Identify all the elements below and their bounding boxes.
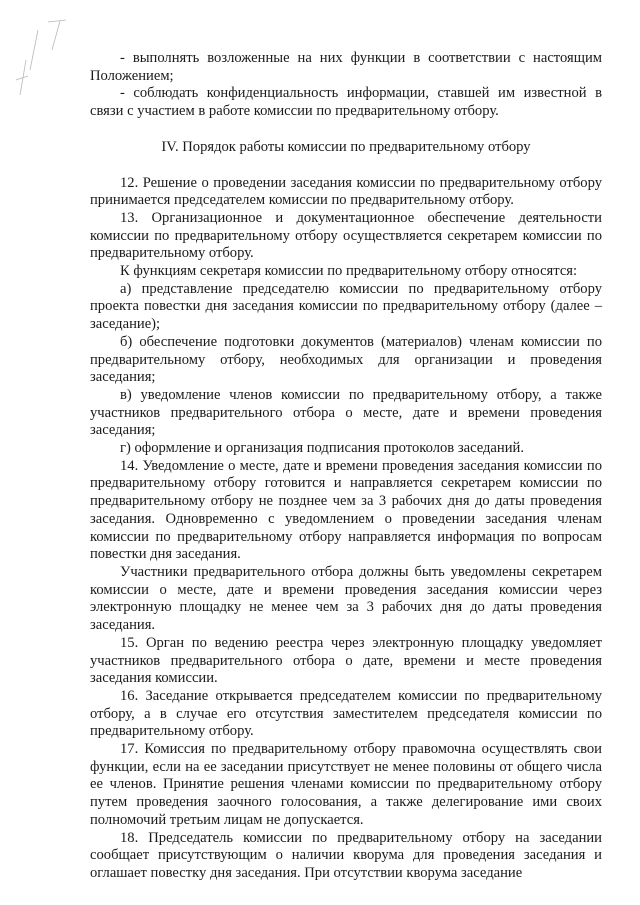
- paragraph-duty-confidentiality: - соблюдать конфиденциальность информации, ставшей им известной в связи с участием в работе комиссии по предварительному отбору.: [90, 85, 602, 120]
- section-heading: IV. Порядок работы комиссии по предварительному отбору: [161, 138, 531, 155]
- paragraph-16: 16. Заседание открывается председателем комиссии по предварительному отбору, а в случае его отсутствия заместителем председателя комиссии по предварительному отбору.: [90, 687, 602, 740]
- paragraph-item-b: б) обеспечение подготовки документов (материалов) членам комиссии по предварительному отбору, необходимых для организации и проведения заседания;: [90, 333, 602, 386]
- paragraph-duty-functions: - выполнять возложенные на них функции в соответствии с настоящим Положением;: [90, 50, 602, 84]
- paragraph-12: 12. Решение о проведении заседания комиссии по предварительному отбору принимается председателем комиссии по предварительному отбору.: [90, 174, 602, 209]
- paragraph-item-v: в) уведомление членов комиссии по предварительному отбору, а также участников предварительного отбора о месте, дате и времени проведения заседания;: [90, 386, 602, 439]
- paragraph-18: 18. Председатель комиссии по предварительному отбору на заседании сообщает присутствующим о наличии кворума для проведения заседания и оглашает повестку дня заседания. При отсутствии кворума заседание: [90, 829, 602, 881]
- paragraph-13: 13. Организационное и документационное обеспечение деятельности комиссии по предварительному отбору осуществляется секретарем комиссии по предварительному отбору.: [90, 209, 602, 262]
- paragraph-item-a: а) представление председателю комиссии по предварительному отбору проекта повестки дня заседания комиссии по предварительному отбору (далее – заседание);: [90, 280, 602, 333]
- paragraph-17: 17. Комиссия по предварительному отбору правомочна осуществлять свои функции, если на ее заседании присутствует не менее половины от общего числа ее членов. Принятие решения членами комиссии по предварительному отбору путем проведения заочного голосования, а также делегирование ими своих полномочий третьим лицам не допускается.: [90, 741, 602, 828]
- paragraph-item-g: г) оформление и организация подписания протоколов заседаний.: [120, 440, 524, 457]
- paragraph-15: 15. Орган по ведению реестра через электронную площадку уведомляет участников предварительного отбора о дате, времени и месте проведения заседания комиссии.: [90, 634, 602, 687]
- paragraph-secretary-functions: К функциям секретаря комиссии по предварительному отбору относятся:: [120, 263, 578, 280]
- paragraph-14: 14. Уведомление о месте, дате и времени проведения заседания комиссии по предварительному отбору готовится и направляется секретарем комиссии по предварительному отбору не позднее чем за 3 рабочих дня до даты проведения заседания. Одновременно с уведомлением о проведении заседания членам комиссии по предварительному отбору направляется информация по вопросам повестки дня заседания.: [90, 457, 602, 563]
- margin-scribble-mark: [8, 10, 68, 100]
- paragraph-participants-notice: Участники предварительного отбора должны быть уведомлены секретарем комиссии о месте, дате и времени проведения заседания комиссии через электронную площадку не менее чем за 3 рабочих дня до даты проведения заседания.: [90, 563, 602, 634]
- document-page: [90, 50, 602, 883]
